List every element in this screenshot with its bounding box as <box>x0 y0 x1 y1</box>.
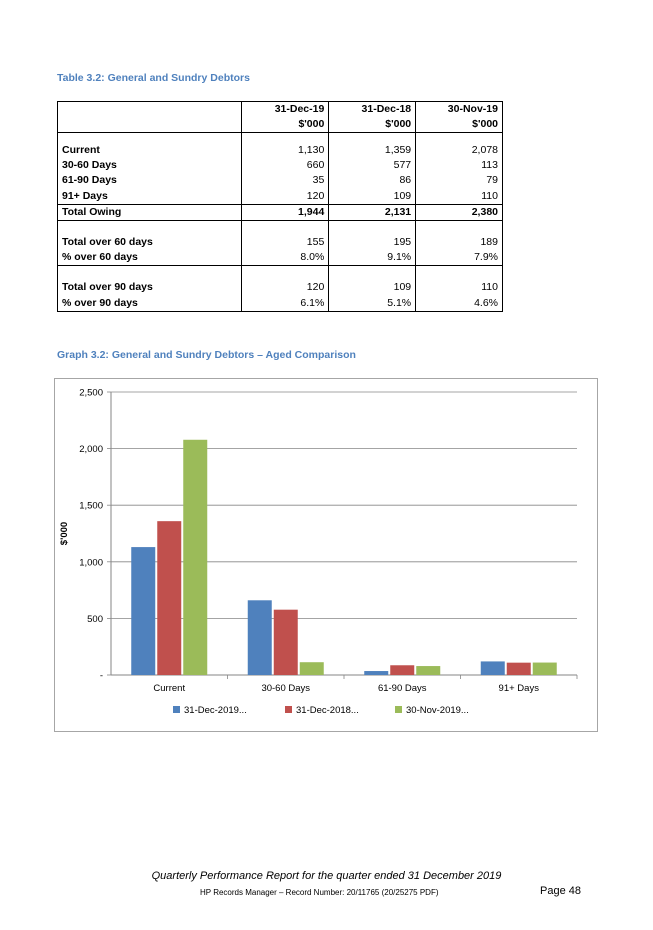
y-tick-label: 2,000 <box>79 444 103 456</box>
x-tick-label: 91+ Days <box>498 683 539 694</box>
bar <box>300 662 324 675</box>
table-row <box>58 296 503 312</box>
row-label: % over 90 days <box>58 296 242 312</box>
bar <box>390 665 414 675</box>
footer-record-number: HP Records Manager – Record Number: 20/11765 (20/25275 PDF) <box>200 888 439 897</box>
row-value: 189 <box>416 235 503 250</box>
header-unit-3: $'000 <box>416 117 503 133</box>
table-row <box>58 235 503 250</box>
row-value: 577 <box>329 158 416 173</box>
legend-swatch <box>395 706 402 713</box>
graph-title: Graph 3.2: General and Sundry Debtors – Aged Comparison <box>57 349 356 361</box>
bar-chart <box>55 379 597 731</box>
bar <box>416 666 440 675</box>
row-value: 120 <box>242 280 329 295</box>
row-label: 30-60 Days <box>58 158 242 173</box>
bar <box>183 440 207 675</box>
row-value: 120 <box>242 189 329 205</box>
y-tick-label: - <box>99 670 103 682</box>
row-value: 79 <box>416 173 503 188</box>
header-blank <box>58 102 242 118</box>
legend-swatch <box>285 706 292 713</box>
row-value: 110 <box>416 189 503 205</box>
table-row <box>58 158 503 173</box>
header-unit-2: $'000 <box>329 117 416 133</box>
row-value: 110 <box>416 280 503 295</box>
table-title: Table 3.2: General and Sundry Debtors <box>57 72 250 84</box>
table-row <box>58 189 503 205</box>
row-value: 2,131 <box>329 204 416 220</box>
header-date-2: 31-Dec-18 <box>329 102 416 118</box>
y-tick-label: 1,000 <box>79 557 103 569</box>
chart-frame <box>54 378 598 732</box>
row-value: 6.1% <box>242 296 329 312</box>
row-value: 1,130 <box>242 143 329 158</box>
row-value: 8.0% <box>242 250 329 266</box>
row-label: 61-90 Days <box>58 173 242 188</box>
header-date-3: 30-Nov-19 <box>416 102 503 118</box>
row-value: 113 <box>416 158 503 173</box>
row-value: 35 <box>242 173 329 188</box>
row-value: 155 <box>242 235 329 250</box>
row-label: 91+ Days <box>58 189 242 205</box>
spacer-row <box>58 266 503 281</box>
y-tick-label: 2,500 <box>79 387 103 399</box>
bar <box>274 610 298 675</box>
row-value: 86 <box>329 173 416 188</box>
bar <box>481 661 505 675</box>
legend-swatch <box>173 706 180 713</box>
table-row <box>58 143 503 158</box>
x-tick-label: Current <box>153 683 186 694</box>
header-date-1: 31-Dec-19 <box>242 102 329 118</box>
table-row-total <box>58 204 503 220</box>
row-value: 9.1% <box>329 250 416 266</box>
y-tick-label: 500 <box>87 613 103 625</box>
bar <box>157 521 181 675</box>
row-value: 195 <box>329 235 416 250</box>
x-tick-label: 61-90 Days <box>377 683 427 694</box>
row-label: Current <box>58 143 242 158</box>
row-value: 1,944 <box>242 204 329 220</box>
row-label: Total Owing <box>58 204 242 220</box>
row-value: 660 <box>242 158 329 173</box>
row-value: 1,359 <box>329 143 416 158</box>
row-value: 2,078 <box>416 143 503 158</box>
row-value: 109 <box>329 280 416 295</box>
row-label: % over 60 days <box>58 250 242 266</box>
row-value: 2,380 <box>416 204 503 220</box>
debtors-table <box>57 101 503 312</box>
row-label: Total over 90 days <box>58 280 242 295</box>
unit-blank <box>58 117 242 133</box>
table-row <box>58 250 503 266</box>
footer-title: Quarterly Performance Report for the quarter ended 31 December 2019 <box>151 870 502 882</box>
row-value: 109 <box>329 189 416 205</box>
row-value: 7.9% <box>416 250 503 266</box>
y-axis-label: $'000 <box>59 521 70 546</box>
header-unit-1: $'000 <box>242 117 329 133</box>
legend-label: 30-Nov-2019... <box>406 705 469 716</box>
table-row <box>58 280 503 295</box>
page-number: Page 48 <box>540 885 581 897</box>
table-row <box>58 173 503 188</box>
spacer-row <box>58 133 503 144</box>
legend-label: 31-Dec-2018... <box>296 705 359 716</box>
x-tick-label: 30-60 Days <box>261 683 311 694</box>
bar <box>248 600 272 675</box>
row-label: Total over 60 days <box>58 235 242 250</box>
y-tick-label: 1,500 <box>79 500 103 512</box>
bar <box>131 547 155 675</box>
spacer-row <box>58 221 503 236</box>
bar <box>507 663 531 675</box>
row-value: 5.1% <box>329 296 416 312</box>
row-value: 4.6% <box>416 296 503 312</box>
table-header-row <box>58 102 503 118</box>
bar <box>364 671 388 675</box>
legend-label: 31-Dec-2019... <box>184 705 247 716</box>
table-unit-row <box>58 117 503 133</box>
bar <box>533 663 557 675</box>
